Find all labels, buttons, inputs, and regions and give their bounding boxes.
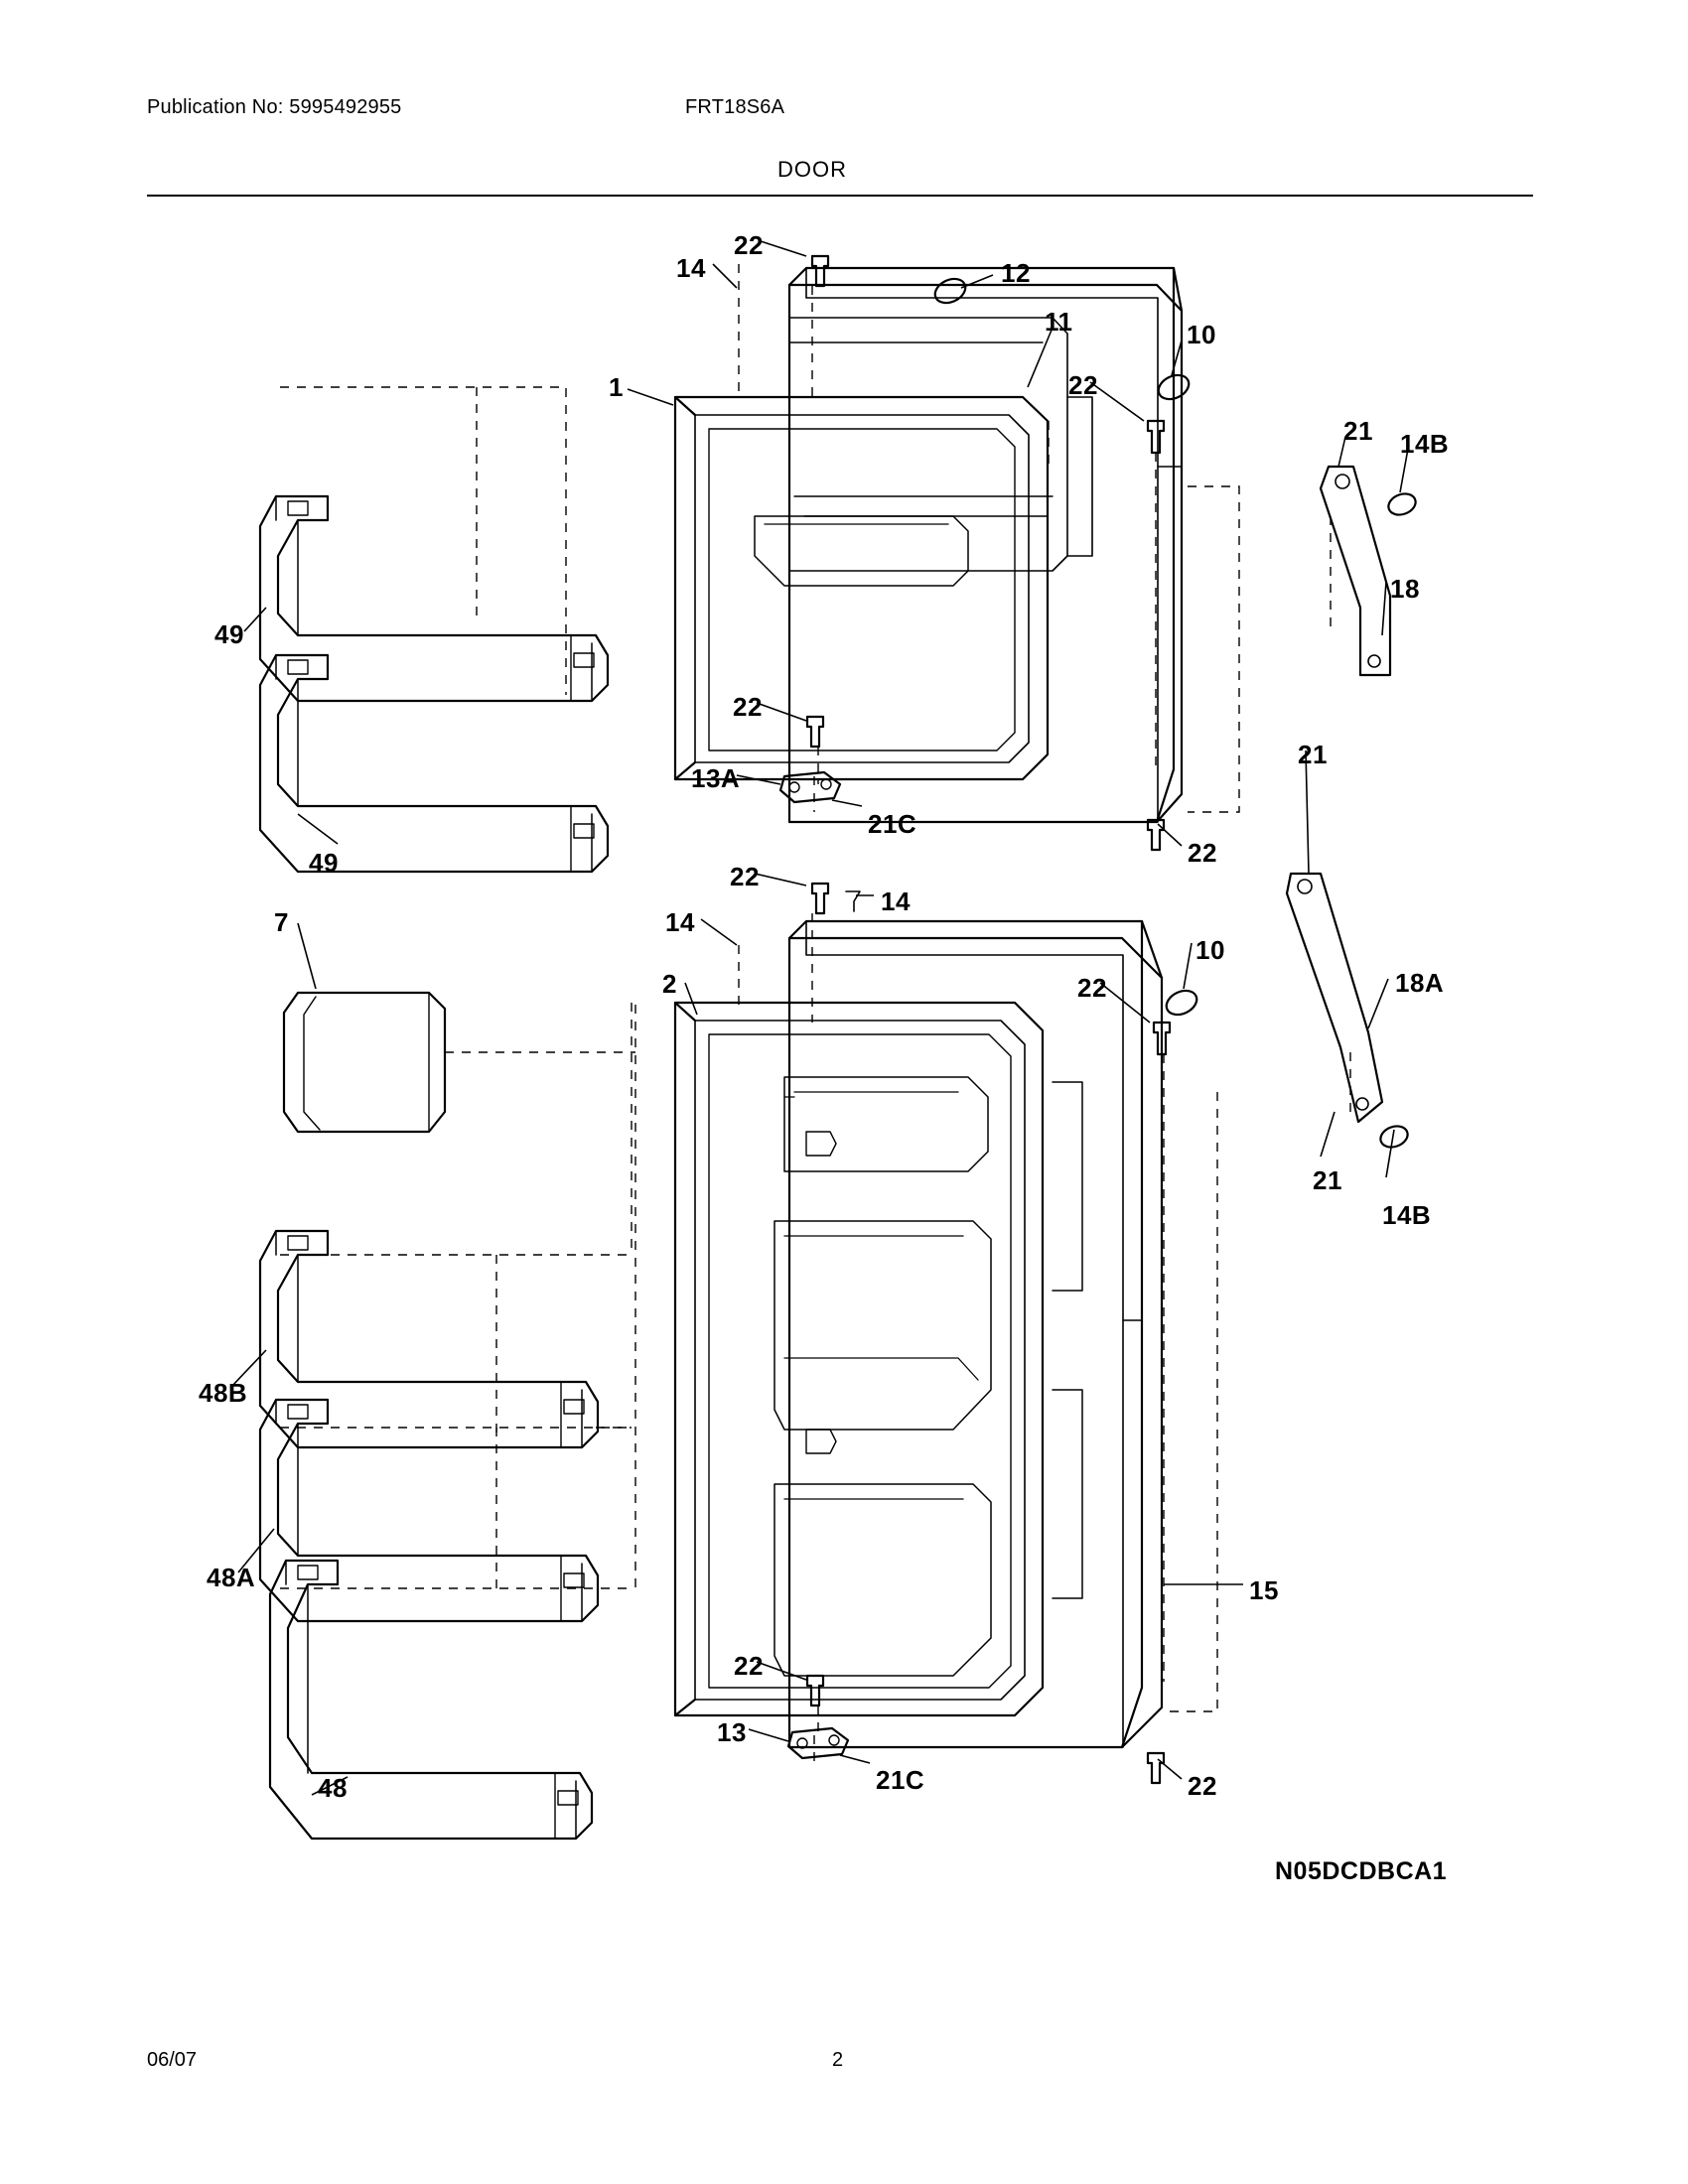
screw-22-freshfood-bottom-right [1148, 1753, 1164, 1783]
screw-22-top-freezer [812, 256, 828, 286]
diagram-code: N05DCDBCA1 [1275, 1857, 1448, 1885]
callout-2: 2 [662, 969, 677, 999]
callout-14B-b: 14B [1382, 1200, 1432, 1230]
freezer-door-outer-panel [789, 268, 1182, 822]
footer-date: 06/07 [147, 2049, 198, 2071]
callout-22: 22 [734, 230, 764, 260]
door-bin-49-upper [260, 496, 608, 701]
fresh-food-hinge-18A [1287, 874, 1382, 1122]
callout-48A: 48A [207, 1563, 256, 1592]
callout-49-lower: 49 [309, 848, 339, 878]
part-7-cylinder [284, 993, 445, 1132]
callout-18: 18 [1390, 574, 1420, 604]
callout-15: 15 [1249, 1575, 1279, 1605]
publication-number: Publication No: 5995492955 [147, 96, 402, 118]
screw-22-freshfood-bottom [807, 1676, 823, 1706]
screw-22-freezer-bottom-left [807, 717, 823, 747]
callout-21: 21 [1343, 416, 1373, 446]
rivet-14-freshfood [846, 891, 860, 911]
callout-22-e: 22 [730, 862, 760, 891]
model-number: FRT18S6A [685, 96, 785, 118]
callout-1: 1 [609, 372, 624, 402]
callout-14: 14 [676, 253, 706, 283]
callout-18A: 18A [1395, 968, 1445, 998]
callout-22-h: 22 [1188, 1771, 1217, 1801]
callout-22-g: 22 [734, 1651, 764, 1681]
plug-10-lower [1163, 986, 1200, 1019]
callout-21C-b: 21C [876, 1765, 925, 1795]
callout-22-d: 22 [1188, 838, 1217, 868]
callout-22-b: 22 [1068, 370, 1098, 400]
door-catch-13A [780, 772, 840, 802]
screw-22-freezer-right [1148, 421, 1164, 453]
callout-11: 11 [1045, 307, 1073, 337]
callout-22-f: 22 [1077, 973, 1107, 1003]
plug-14B-lower [1377, 1123, 1410, 1151]
footer-page-number: 2 [832, 2049, 844, 2071]
callout-13A: 13A [691, 763, 741, 793]
callout-49-upper: 49 [214, 619, 244, 649]
callout-14B: 14B [1400, 429, 1450, 459]
page-title: DOOR [777, 157, 847, 182]
callout-14-b: 14 [881, 887, 911, 916]
freezer-door-gasket [675, 397, 1048, 779]
callout-22-c: 22 [733, 692, 763, 722]
callout-48B: 48B [199, 1378, 248, 1408]
plug-14B-upper [1385, 490, 1418, 518]
door-bin-48A [260, 1400, 598, 1621]
leader-lines [230, 241, 1408, 1795]
screw-22-top-freshfood [812, 884, 828, 913]
door-bin-48B [260, 1231, 598, 1447]
callout-10-b: 10 [1196, 935, 1225, 965]
screw-22-freezer-bottom-right [1148, 820, 1164, 850]
callout-21-c: 21 [1313, 1165, 1342, 1195]
callout-14-c: 14 [665, 907, 695, 937]
callout-48: 48 [318, 1773, 348, 1803]
callout-12: 12 [1001, 258, 1031, 288]
callout-21-b: 21 [1298, 740, 1328, 769]
callout-7: 7 [274, 907, 289, 937]
fresh-food-door-outer-panel [789, 921, 1162, 1747]
door-catch-13 [788, 1728, 848, 1758]
plug-12 [931, 274, 969, 307]
callout-21C: 21C [868, 809, 917, 839]
callout-13: 13 [717, 1717, 747, 1747]
callout-10: 10 [1187, 320, 1216, 349]
assembly-guides [280, 264, 1350, 1769]
door-bin-49-lower [260, 655, 608, 872]
fresh-food-door-gasket [675, 1003, 1043, 1715]
